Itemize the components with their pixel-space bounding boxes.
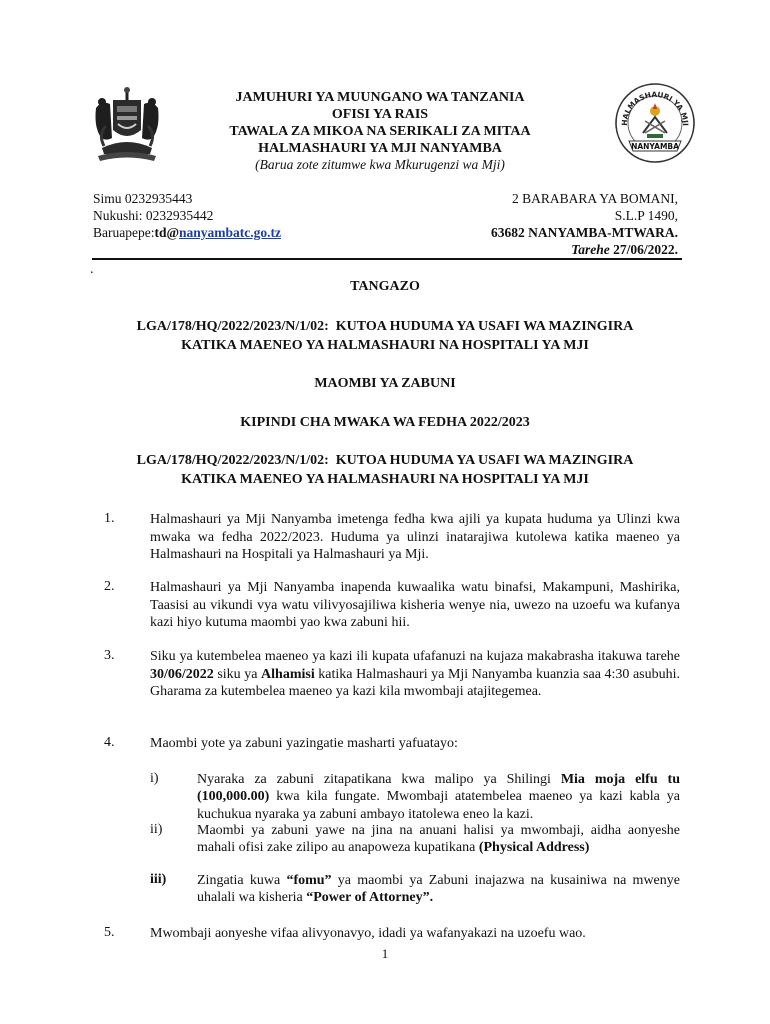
tender-reference-2-line2: KATIKA MAENEO YA HALMASHAURI NA HOSPITALI YA MJI [181, 472, 589, 487]
letter-date [571, 241, 678, 259]
tender-reference-2 [60, 451, 710, 489]
item-number: 4. [104, 735, 115, 750]
stray-mark: . [90, 262, 94, 277]
item-text: Maombi yote ya zabuni yazingatie masharti yafuatayo: [150, 736, 458, 751]
date-label: Tarehe [571, 242, 610, 257]
item-text-part: siku ya [213, 666, 262, 682]
sub-item-text-part: Zingatia kuwa [197, 873, 287, 888]
item-text: Mwombaji aonyeshe vifaa alivyonavyo, idadi ya wafanyakazi na uzoefu wao. [150, 926, 586, 941]
visit-day: Alhamisi [261, 666, 315, 682]
sub-item-text-part: Nyaraka za zabuni zitapatikana kwa malipo ya Shilingi [197, 772, 561, 787]
item-number: 3. [104, 648, 115, 663]
council-seal-emblem [613, 81, 697, 165]
heading-fiscal-period: KIPINDI CHA MWAKA WA FEDHA 2022/2023 [240, 415, 530, 430]
email-user: td@ [154, 225, 180, 240]
sub-item-number: ii) [150, 822, 163, 837]
power-of-attorney-term: “Power of Attorney”. [306, 890, 434, 906]
email-label: Baruapepe: [93, 225, 155, 240]
header-republic: JAMUHURI YA MUUNGANO WA TANZANIA [235, 90, 525, 105]
header-address-note: (Barua zote zitumwe kwa Mkurugenzi wa Mji) [255, 157, 505, 172]
email-link[interactable]: nanyambatc.go.tz [179, 225, 282, 240]
header-regional-admin: TAWALA ZA MIKOA NA SERIKALI ZA MITAA [229, 124, 531, 139]
item-number: 1. [104, 511, 115, 526]
header-divider [92, 258, 682, 260]
address-street: 2 BARABARA YA BOMANI, [511, 191, 678, 206]
visit-date: 30/06/2022 [150, 666, 214, 682]
item-text-part: Siku ya kutembelea maeneo ya kazi ili kupata ufafanuzi na kujaza makabrasha itakuwa tarehe [150, 649, 680, 664]
document-fee: Mia moja elfu tu (100,000.00) [197, 772, 680, 805]
sub-item-text [197, 771, 680, 823]
address-city: 63682 NANYAMBA-MTWARA. [491, 225, 678, 240]
item-text [150, 648, 680, 701]
sub-item-text-part: kwa kila fungate. Mwombaji atatembelea maeneo ya kazi kabla ya kuchukua nyaraka ya zabuni ambayo itatolewa eneo la kazi. [197, 789, 680, 822]
seal-ring-text: HALMASHAURI YA MJI [619, 89, 691, 127]
item-text: Halmashauri ya Mji Nanyamba inapenda kuwaalika watu binafsi, Makampuni, Mashirika, Taasisi au vikundi vya watu vilivyosajiliwa kisheria wenye nia, uwezo na uzoefu wa kufanya kazi hiyo kutuma maombi yao kwa zabuni hii. [150, 580, 680, 630]
header-office: OFISI YA RAIS [331, 107, 429, 122]
tender-reference-1 [60, 317, 710, 355]
item-text: Halmashauri ya Mji Nanyamba imetenga fedha kwa ajili ya kupata huduma ya Ulinzi kwa mwaka wa fedha 2022/2023. Huduma ya ulinzi inatarajiwa kutolewa katika maeneo ya Halmashauri na Hospitali ya Halmashauri ya Mji. [150, 512, 680, 562]
seal-banner-text: NANYAMBA [631, 142, 679, 151]
contact-fax: Nukushi: 0232935442 [93, 208, 214, 223]
notice-title: TANGAZO [350, 279, 420, 294]
physical-address-term: (Physical Address) [478, 840, 590, 856]
page-number: 1 [381, 946, 389, 961]
item-text-part: katika Halmashauri ya Mji Nanyamba kuanzia saa 4:30 asubuhi. Gharama za kutembelea maeneo ya kazi kila mwombaji atajitegemea. [150, 666, 681, 699]
form-term: “fomu” [286, 873, 332, 888]
date-value: 27/06/2022. [613, 242, 678, 257]
sub-item-text-part: ya maombi ya Zabuni inajazwa na kusainiwa na mwenye uhalali wa kisheria [197, 873, 680, 906]
sub-item-text [197, 822, 680, 857]
sub-item-text [197, 872, 680, 907]
heading-bids: MAOMBI YA ZABUNI [314, 376, 456, 391]
sub-item-number: iii) [150, 872, 167, 887]
header-council: HALMASHAURI YA MJI NANYAMBA [258, 141, 502, 156]
tender-reference-1-line2: KATIKA MAENEO YA HALMASHAURI NA HOSPITALI YA MJI [181, 338, 589, 353]
item-number: 5. [104, 925, 115, 940]
contact-phone: Simu 0232935443 [93, 191, 193, 206]
tender-reference-2-line1: LGA/178/HQ/2022/2023/N/1/02: KUTOA HUDUMA YA USAFI WA MAZINGIRA [136, 453, 634, 468]
item-number: 2. [104, 579, 115, 594]
address-box: S.L.P 1490, [614, 208, 678, 223]
tender-reference-1-line1: LGA/178/HQ/2022/2023/N/1/02: KUTOA HUDUMA YA USAFI WA MAZINGIRA [136, 319, 634, 334]
sub-item-number: i) [150, 771, 159, 786]
sub-item-text-part: Maombi ya zabuni yawe na jina na anuani halisi ya mwombaji, aidha aonyeshe mahali ofisi zake zilipo au anapoweza kupatikana [197, 823, 680, 856]
contact-email [93, 224, 281, 242]
